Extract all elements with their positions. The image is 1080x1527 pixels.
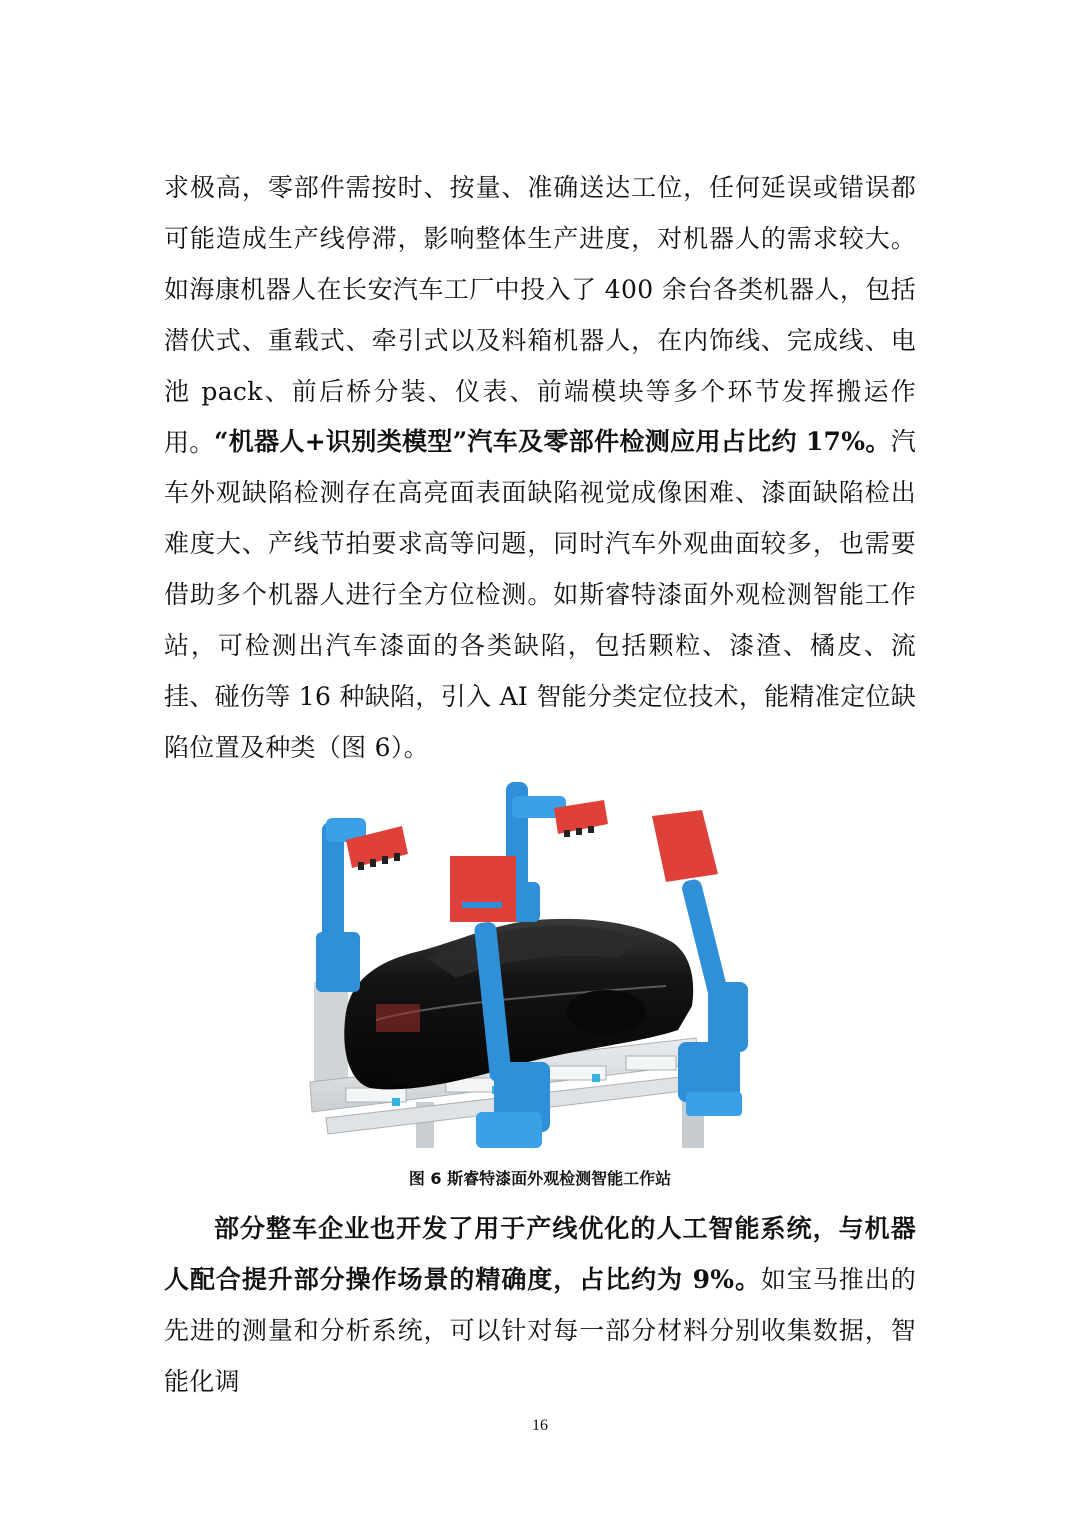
figure-caption: 图 6 斯睿特漆面外观检测智能工作站 [408, 1169, 672, 1188]
sensor-panel-center-front [450, 856, 516, 922]
workstation-illustration [306, 782, 754, 1148]
paragraph-2-text: 汽车外观缺陷检测存在高亮面表面缺陷视觉成像困难、漆面缺陷检出难度大、产线节拍要求高等问题，同时汽车外观曲面较多，也需要借助多个机器人进行全方位检测。如斯睿特漆面外观检测智能工作站，可检测出汽车漆面的各类缺陷，包括颗粒、漆渣、橘皮、流挂、碰伤等 16 种缺陷，引入 AI 智能分类定位技术，能精准定位缺陷位置及种类（图 6）。 [164, 427, 916, 762]
sensor-panel-right [652, 810, 718, 882]
paragraph-2-heading: “机器人+识别类模型”汽车及零部件检测应用占比约 17%。 [214, 427, 891, 456]
page-number: 16 [532, 1417, 548, 1434]
paragraph-3-heading: 部分整车企业也开发了用于产线优化的人工智能系统，与机器人配合提升部分操作场景的精确度，占比约为 9%。 [164, 1214, 916, 1294]
paragraph-3-text: 如宝马推出的先进的测量和分析系统，可以针对每一部分材料分别收集数据，智能化调 [164, 1265, 916, 1396]
paragraph-2 [164, 416, 916, 773]
paragraph-3 [164, 1203, 916, 1407]
figure-inspection-workstation [306, 782, 754, 1148]
paragraph-1-text: 求极高，零部件需按时、按量、准确送达工位，任何延误或错误都可能造成生产线停滞，影响整体生产进度，对机器人的需求较大。如海康机器人在长安汽车工厂中投入了 400 余台各类机器人，包括潜伏式、重载式、牵引式以及料箱机器人，在内饰线、完成线、电池 pack、前后桥分装、仪表、前端模块等多个环节发挥搬运作用。 [164, 173, 916, 457]
